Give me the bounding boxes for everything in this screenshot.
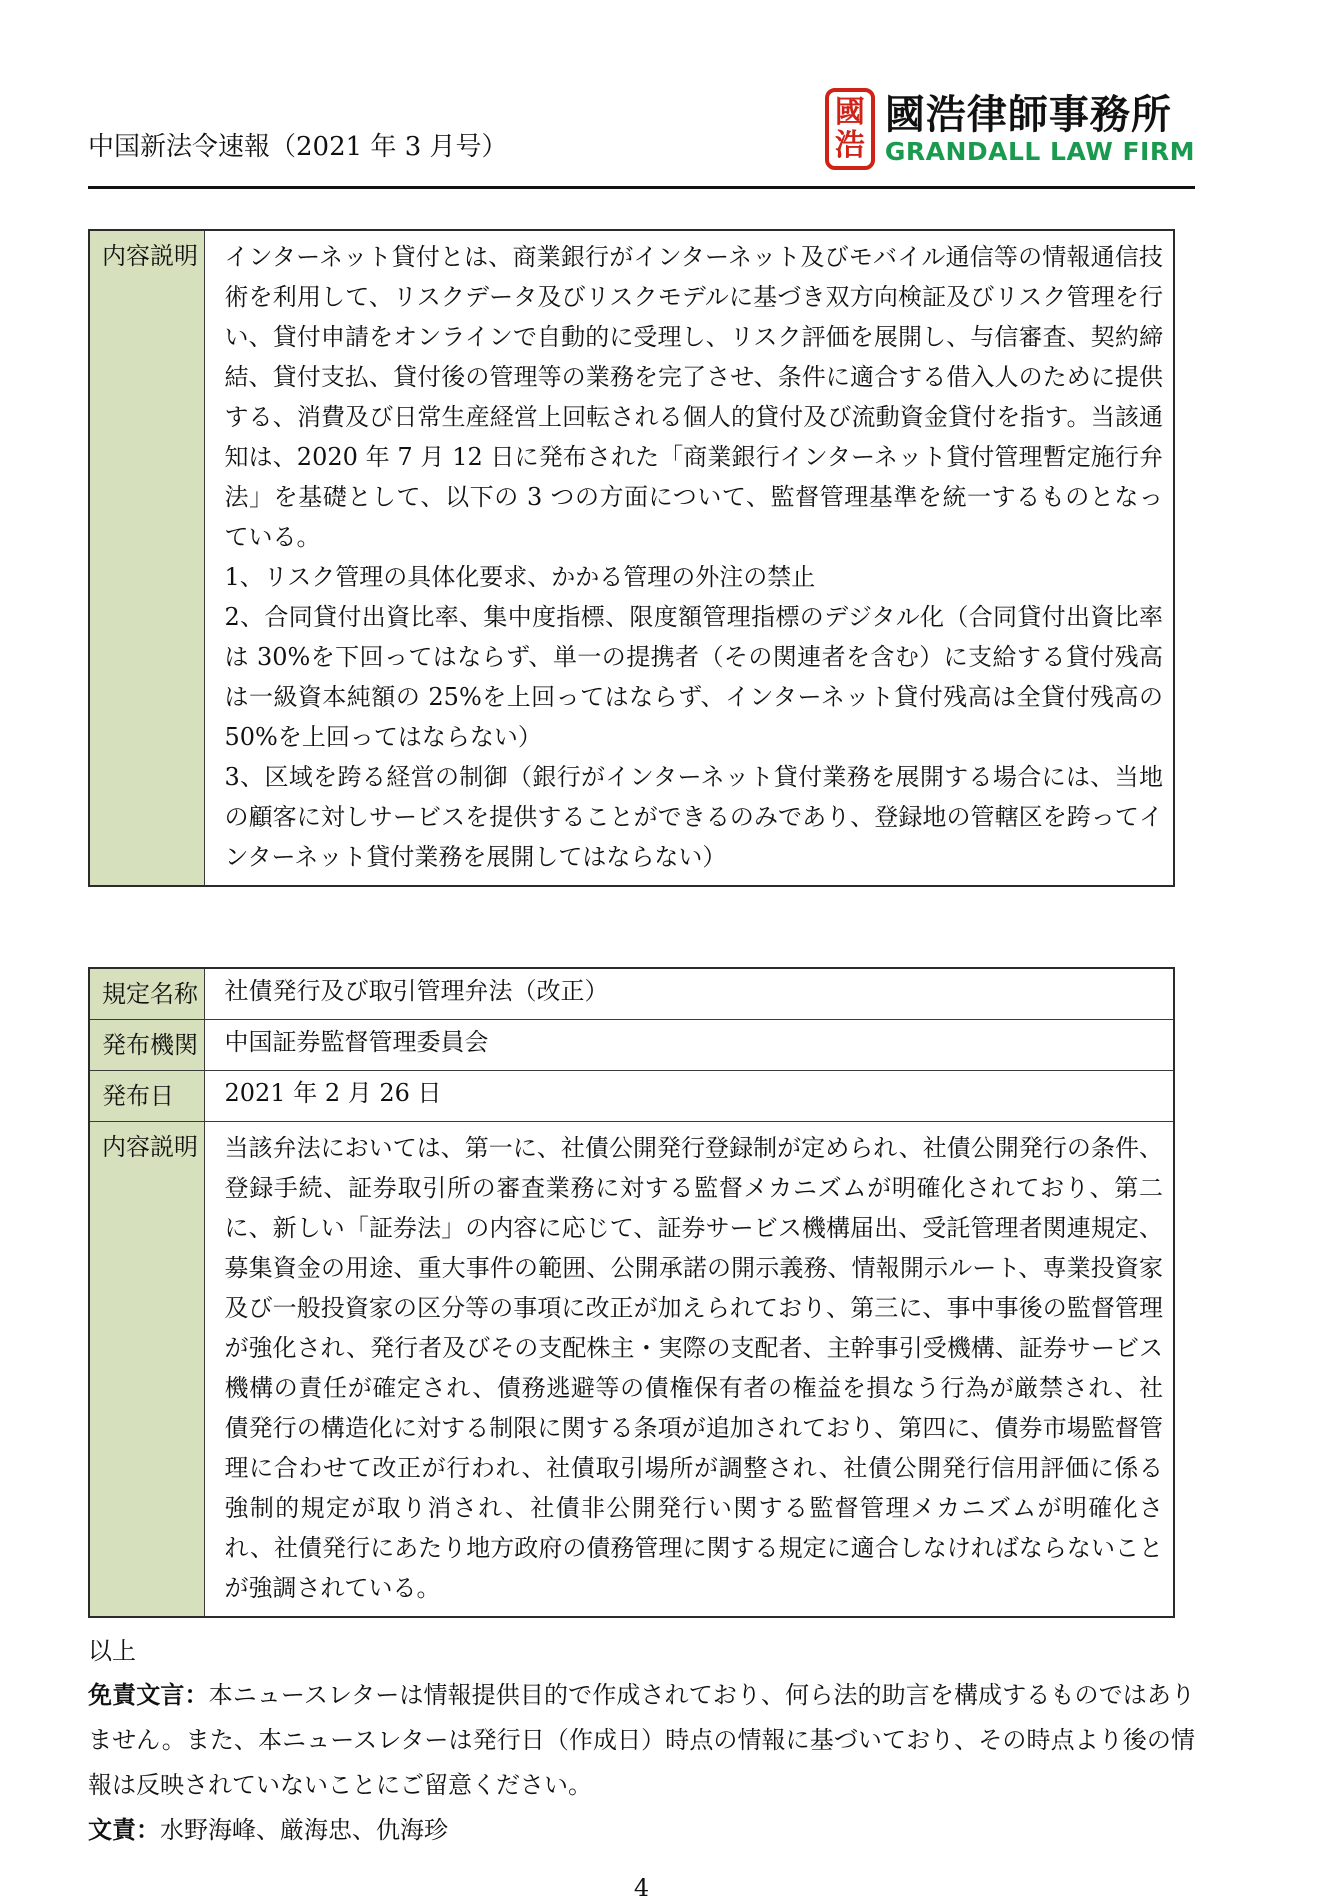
firm-logo xyxy=(825,88,1195,170)
row-label-cell: 内容説明 xyxy=(89,230,204,886)
row-value-cell: 2021 年 2 月 26 日 xyxy=(204,1071,1174,1122)
content-paragraph: 3、区域を跨る経営の制御（銀行がインターネット貸付業務を展開する場合には、当地の顧客に対しサービスを提供することができるのみであり、登録地の管轄区を跨ってインターネット貸付業務を展開してはならない） xyxy=(224,763,1163,871)
disclaimer-label: 免責文言： xyxy=(88,1680,209,1709)
row-value-cell: 中国証券監督管理委員会 xyxy=(204,1020,1174,1071)
page-header xyxy=(88,0,1195,170)
credit-line xyxy=(88,1810,1195,1850)
grandall-seal-icon xyxy=(825,88,875,170)
seal-char-top: 國 xyxy=(834,95,865,130)
table-row xyxy=(89,230,1174,886)
table-row xyxy=(89,1071,1174,1122)
newsletter-title: 中国新法令速報（2021 年 3 月号） xyxy=(88,132,508,162)
row-label-cell: 発布日 xyxy=(89,1071,204,1122)
content-paragraph: 2、合同貸付出資比率、集中度指標、限度額管理指標のデジタル化（合同貸付出資比率は 30%を下回ってはならず、単一の提携者（その関連者を含む）に支給する貸付残高は一級資本純額の 25%を上回ってはならず、インターネット貸付残高は全貸付残高の 50%を上回ってはならない） xyxy=(224,603,1163,751)
firm-name-en: GRANDALL LAW FIRM xyxy=(884,137,1195,166)
content-paragraph: インターネット貸付とは、商業銀行がインターネット及びモバイル通信等の情報通信技術を利用して、リスクデータ及びリスクモデルに基づき双方向検証及びリスク管理を行い、貸付申請をオンラインで自動的に受理し、リスク評価を展開し、与信審査、契約締結、貸付支払、貸付後の管理等の業務を完了させ、条件に適合する借入人のために提供する、消費及び日常生産経営上回転される個人的貸付及び流動資金貸付を指す。当該通知は、2020 年 7 月 12 日に発布された「商業銀行インターネット貸付管理暫定施行弁法」を基礎として、以下の 3 つの方面について、監督管理基準を統一するものとなっている。 xyxy=(224,243,1163,551)
row-value-cell: 社債発行及び取引管理弁法（改正） xyxy=(204,968,1174,1020)
bond-measures-table xyxy=(88,967,1175,1618)
disclaimer-paragraph xyxy=(88,1672,1195,1808)
table-row xyxy=(89,968,1174,1020)
page-number: 4 xyxy=(633,1874,650,1902)
content-paragraph: 1、リスク管理の具体化要求、かかる管理の外注の禁止 xyxy=(224,563,816,591)
table-row xyxy=(89,1020,1174,1071)
credit-label: 文責： xyxy=(88,1815,160,1844)
credit-names: 水野海峰、厳海忠、仇海珍 xyxy=(160,1816,448,1844)
row-label-cell: 発布機関 xyxy=(89,1020,204,1071)
closing-text: 以上 xyxy=(88,1637,136,1665)
disclaimer-text: 本ニュースレターは情報提供目的で作成されており、何ら法的助言を構成するものではありません。また、本ニュースレターは発行日（作成日）時点の情報に基づいており、その時点より後の情報は反映されていないことにご留意ください。 xyxy=(88,1681,1195,1799)
header-rule xyxy=(88,186,1195,189)
seal-char-bottom: 浩 xyxy=(834,128,865,163)
row-label-cell: 内容説明 xyxy=(89,1122,204,1618)
row-label-cell: 規定名称 xyxy=(89,968,204,1020)
row-content-cell xyxy=(204,230,1174,886)
content-paragraph: 当該弁法においては、第一に、社債公開発行登録制が定められ、社債公開発行の条件、登録手続、証券取引所の審査業務に対する監督メカニズムが明確化されており、第二に、新しい「証券法」の内容に応じて、証券サービス機構届出、受託管理者関連規定、募集資金の用途、重大事件の範囲、公開承諾の開示義務、情報開示ルート、専業投資家及び一般投資家の区分等の事項に改正が加えられており、第三に、事中事後の監督管理が強化され、発行者及びその支配株主・実際の支配者、主幹事引受機構、証券サービス機構の責任が確定され、債務逃避等の債権保有者の権益を損なう行為が厳禁され、社債発行の構造化に対する制限に関する条項が追加されており、第四に、債券市場監督管理に合わせて改正が行われ、社債取引場所が調整され、社債公開発行信用評価に係る強制的規定が取り消され、社債非公開発行い関する監督管理メカニズムが明確化され、社債発行にあたり地方政府の債務管理に関する規定に適合しなければならないことが強調されている。 xyxy=(224,1134,1163,1602)
internet-lending-table xyxy=(88,229,1175,887)
page-content xyxy=(88,0,1195,1902)
row-content-cell xyxy=(204,1122,1174,1618)
firm-name-block xyxy=(885,92,1195,166)
firm-name-cn: 國浩律師事務所 xyxy=(884,92,1172,138)
table-row xyxy=(89,1122,1174,1618)
